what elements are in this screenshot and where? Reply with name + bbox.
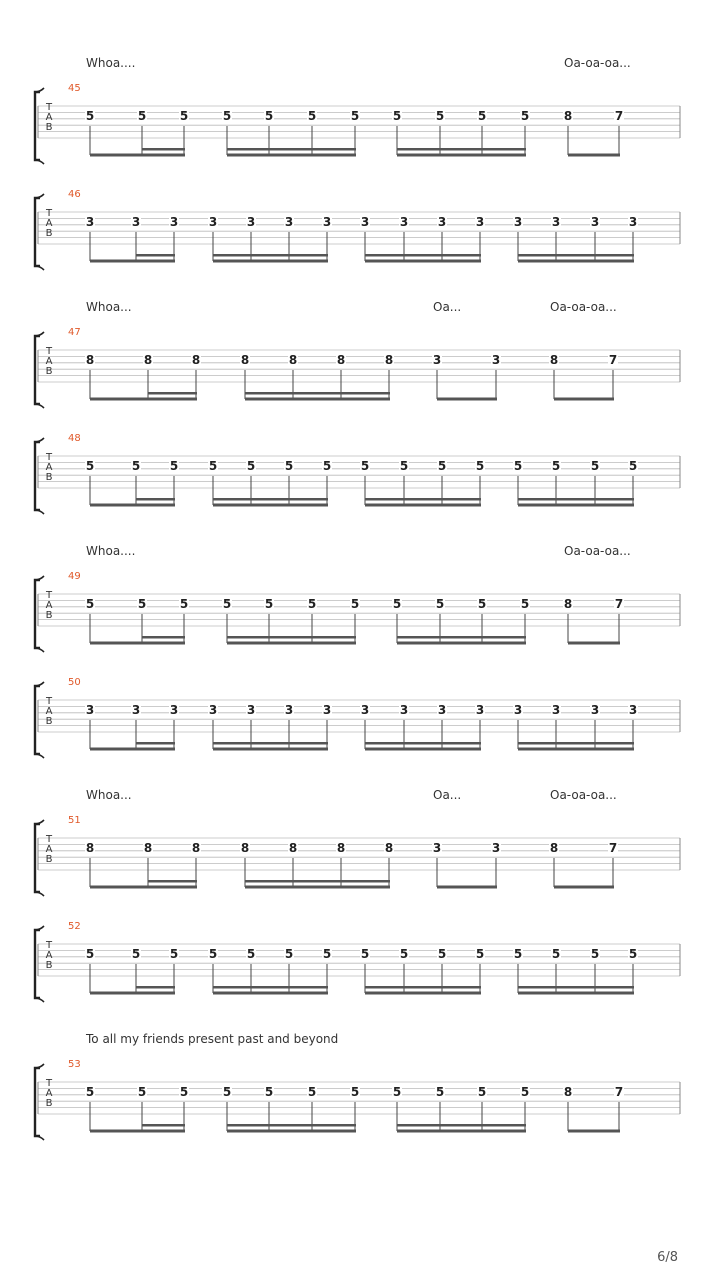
bracket-hook-top [35, 1064, 44, 1068]
secondary-beam [136, 498, 175, 501]
fret-number: 3 [246, 215, 256, 229]
fret-number: 5 [222, 1085, 232, 1099]
primary-beam [213, 748, 328, 751]
measure-number: 48 [68, 433, 81, 444]
primary-beam [90, 260, 175, 263]
fret-number: 3 [360, 215, 370, 229]
tab-clef-letter: A [45, 112, 53, 123]
fret-number: 5 [435, 1085, 445, 1099]
fret-number: 5 [360, 947, 370, 961]
primary-beam [437, 886, 497, 889]
tab-clef-letter: A [45, 950, 53, 961]
fret-number: 3 [399, 703, 409, 717]
fret-number: 5 [399, 459, 409, 473]
tab-staff [32, 687, 682, 762]
primary-beam [90, 1130, 185, 1133]
primary-beam [554, 886, 614, 889]
tab-clef-letter: B [45, 472, 53, 483]
fret-number: 5 [131, 947, 141, 961]
primary-beam [245, 886, 390, 889]
fret-number: 3 [284, 703, 294, 717]
fret-number: 8 [85, 353, 95, 367]
bracket-hook-top [35, 438, 44, 442]
fret-number: 5 [350, 1085, 360, 1099]
secondary-beam [227, 636, 356, 639]
fret-number: 8 [563, 597, 573, 611]
bracket-hook-top [35, 332, 44, 336]
fret-number: 8 [549, 353, 559, 367]
fret-number: 8 [143, 353, 153, 367]
fret-number: 7 [614, 109, 624, 123]
fret-number: 5 [264, 109, 274, 123]
tab-staff-svg [32, 825, 682, 905]
fret-number: 3 [628, 703, 638, 717]
fret-number: 3 [399, 215, 409, 229]
fret-number: 5 [131, 459, 141, 473]
secondary-beam [365, 498, 481, 501]
fret-number: 7 [614, 1085, 624, 1099]
fret-number: 3 [208, 703, 218, 717]
fret-number: 3 [322, 703, 332, 717]
tab-staff-svg [32, 443, 682, 523]
fret-number: 5 [137, 109, 147, 123]
primary-beam [90, 398, 197, 401]
fret-number: 8 [143, 841, 153, 855]
tab-clef-letter: A [45, 600, 53, 611]
bracket-hook-bottom [35, 892, 44, 896]
tab-staff-svg [32, 1069, 682, 1149]
fret-number: 5 [85, 459, 95, 473]
secondary-beam [136, 986, 175, 989]
tab-clef-letter: B [45, 610, 53, 621]
secondary-beam [142, 1124, 185, 1127]
tab-clef-letter: B [45, 228, 53, 239]
tab-staff [32, 199, 682, 274]
tab-clef-letter: A [45, 1088, 53, 1099]
tab-staff [32, 93, 682, 168]
lyric-text: Whoa... [86, 788, 132, 802]
tab-staff-svg [32, 337, 682, 417]
fret-number: 5 [85, 1085, 95, 1099]
fret-number: 3 [475, 703, 485, 717]
primary-beam [365, 748, 481, 751]
fret-number: 5 [179, 597, 189, 611]
bracket-hook-top [35, 194, 44, 198]
fret-number: 3 [513, 215, 523, 229]
primary-beam [90, 748, 175, 751]
fret-number: 5 [590, 947, 600, 961]
fret-number: 3 [432, 841, 442, 855]
fret-number: 5 [437, 947, 447, 961]
lyric-text: Oa... [433, 788, 462, 802]
fret-number: 3 [437, 703, 447, 717]
lyric-text: Whoa.... [86, 56, 136, 70]
fret-number: 5 [628, 947, 638, 961]
fret-number: 3 [491, 353, 501, 367]
fret-number: 8 [85, 841, 95, 855]
secondary-beam [397, 1124, 526, 1127]
fret-number: 5 [264, 597, 274, 611]
bracket-hook-bottom [35, 648, 44, 652]
fret-number: 5 [513, 947, 523, 961]
fret-number: 5 [551, 947, 561, 961]
tab-staff-svg [32, 199, 682, 279]
primary-beam [365, 504, 481, 507]
fret-number: 3 [131, 703, 141, 717]
secondary-beam [518, 254, 634, 257]
fret-number: 3 [131, 215, 141, 229]
lyric-text: Oa-oa-oa... [550, 788, 617, 802]
fret-number: 5 [477, 109, 487, 123]
fret-number: 5 [399, 947, 409, 961]
lyric-text: Oa-oa-oa... [564, 56, 631, 70]
tab-staff-svg [32, 93, 682, 173]
primary-beam [227, 1130, 356, 1133]
secondary-beam [148, 880, 197, 883]
primary-beam [437, 398, 497, 401]
tab-clef-letter: T [45, 834, 53, 845]
fret-number: 5 [477, 1085, 487, 1099]
fret-number: 5 [222, 597, 232, 611]
bracket-hook-top [35, 576, 44, 580]
tab-staff-svg [32, 581, 682, 661]
fret-number: 5 [435, 597, 445, 611]
fret-number: 7 [608, 841, 618, 855]
measure-number: 47 [68, 327, 81, 338]
tab-clef-letter: A [45, 844, 53, 855]
bracket-hook-bottom [35, 754, 44, 758]
fret-number: 8 [384, 353, 394, 367]
tab-staff [32, 337, 682, 412]
tab-clef-letter: T [45, 346, 53, 357]
primary-beam [518, 260, 634, 263]
primary-beam [227, 154, 356, 157]
fret-number: 8 [288, 841, 298, 855]
tab-clef-letter: A [45, 356, 53, 367]
fret-number: 5 [85, 947, 95, 961]
primary-beam [568, 154, 620, 157]
fret-number: 8 [191, 841, 201, 855]
secondary-beam [518, 498, 634, 501]
measure-number: 50 [68, 677, 81, 688]
tab-clef-letter: B [45, 716, 53, 727]
primary-beam [518, 504, 634, 507]
bracket-hook-bottom [35, 998, 44, 1002]
primary-beam [397, 1130, 526, 1133]
fret-number: 3 [491, 841, 501, 855]
fret-number: 5 [475, 459, 485, 473]
fret-number: 8 [563, 109, 573, 123]
fret-number: 5 [137, 1085, 147, 1099]
tab-clef-letter: T [45, 1078, 53, 1089]
fret-number: 5 [179, 1085, 189, 1099]
tab-clef-letter: B [45, 1098, 53, 1109]
tab-clef-letter: T [45, 208, 53, 219]
fret-number: 5 [307, 597, 317, 611]
fret-number: 7 [608, 353, 618, 367]
fret-number: 5 [392, 109, 402, 123]
primary-beam [554, 398, 614, 401]
secondary-beam [213, 254, 328, 257]
fret-number: 5 [350, 109, 360, 123]
tab-staff-svg [32, 687, 682, 767]
fret-number: 5 [475, 947, 485, 961]
fret-number: 3 [590, 215, 600, 229]
secondary-beam [397, 636, 526, 639]
bracket-hook-top [35, 682, 44, 686]
measure-number: 53 [68, 1059, 81, 1070]
secondary-beam [397, 148, 526, 151]
tab-staff [32, 825, 682, 900]
primary-beam [90, 642, 185, 645]
fret-number: 5 [520, 109, 530, 123]
fret-number: 5 [307, 1085, 317, 1099]
fret-number: 5 [392, 597, 402, 611]
lyric-text: Whoa... [86, 300, 132, 314]
fret-number: 8 [336, 841, 346, 855]
fret-number: 5 [520, 1085, 530, 1099]
secondary-beam [518, 742, 634, 745]
fret-number: 5 [437, 459, 447, 473]
primary-beam [245, 398, 390, 401]
tab-staff [32, 1069, 682, 1144]
fret-number: 5 [360, 459, 370, 473]
fret-number: 8 [384, 841, 394, 855]
bracket-hook-bottom [35, 1136, 44, 1140]
fret-number: 3 [208, 215, 218, 229]
tab-clef-letter: B [45, 366, 53, 377]
secondary-beam [148, 392, 197, 395]
bracket-hook-bottom [35, 510, 44, 514]
fret-number: 3 [169, 215, 179, 229]
fret-number: 8 [563, 1085, 573, 1099]
bracket-hook-bottom [35, 266, 44, 270]
tab-clef-letter: B [45, 854, 53, 865]
fret-number: 5 [169, 459, 179, 473]
secondary-beam [245, 392, 390, 395]
lyric-text: Oa-oa-oa... [564, 544, 631, 558]
secondary-beam [365, 254, 481, 257]
fret-number: 5 [85, 109, 95, 123]
primary-beam [90, 154, 185, 157]
fret-number: 5 [520, 597, 530, 611]
measure-number: 49 [68, 571, 81, 582]
fret-number: 8 [191, 353, 201, 367]
tab-clef-letter: T [45, 590, 53, 601]
secondary-beam [213, 986, 328, 989]
fret-number: 3 [551, 703, 561, 717]
secondary-beam [518, 986, 634, 989]
fret-number: 5 [477, 597, 487, 611]
fret-number: 8 [288, 353, 298, 367]
tab-staff [32, 581, 682, 656]
tab-clef-letter: B [45, 122, 53, 133]
lyric-text: Whoa.... [86, 544, 136, 558]
fret-number: 3 [590, 703, 600, 717]
fret-number: 7 [614, 597, 624, 611]
fret-number: 5 [513, 459, 523, 473]
fret-number: 5 [246, 947, 256, 961]
secondary-beam [213, 742, 328, 745]
tab-clef-letter: T [45, 940, 53, 951]
fret-number: 5 [551, 459, 561, 473]
primary-beam [518, 748, 634, 751]
fret-number: 3 [551, 215, 561, 229]
bracket-hook-bottom [35, 160, 44, 164]
bracket-hook-top [35, 820, 44, 824]
tab-clef-letter: B [45, 960, 53, 971]
tab-clef-letter: A [45, 462, 53, 473]
fret-number: 3 [628, 215, 638, 229]
fret-number: 8 [240, 841, 250, 855]
secondary-beam [227, 148, 356, 151]
fret-number: 5 [628, 459, 638, 473]
primary-beam [397, 154, 526, 157]
fret-number: 3 [246, 703, 256, 717]
bracket-hook-top [35, 88, 44, 92]
bracket-hook-bottom [35, 404, 44, 408]
bracket-hook-top [35, 926, 44, 930]
fret-number: 5 [392, 1085, 402, 1099]
fret-number: 5 [264, 1085, 274, 1099]
primary-beam [568, 1130, 620, 1133]
tab-clef-letter: A [45, 706, 53, 717]
primary-beam [90, 504, 175, 507]
fret-number: 5 [284, 947, 294, 961]
fret-number: 3 [360, 703, 370, 717]
fret-number: 5 [590, 459, 600, 473]
measure-number: 51 [68, 815, 81, 826]
fret-number: 5 [222, 109, 232, 123]
fret-number: 5 [85, 597, 95, 611]
tab-staff-svg [32, 931, 682, 1011]
secondary-beam [136, 742, 175, 745]
fret-number: 8 [240, 353, 250, 367]
fret-number: 3 [85, 703, 95, 717]
fret-number: 5 [179, 109, 189, 123]
tab-clef-letter: A [45, 218, 53, 229]
fret-number: 3 [432, 353, 442, 367]
primary-beam [90, 992, 175, 995]
primary-beam [213, 992, 328, 995]
tab-staff [32, 443, 682, 518]
fret-number: 3 [437, 215, 447, 229]
primary-beam [397, 642, 526, 645]
measure-number: 45 [68, 83, 81, 94]
fret-number: 5 [208, 459, 218, 473]
page-number: 6/8 [657, 1250, 678, 1265]
secondary-beam [245, 880, 390, 883]
secondary-beam [365, 986, 481, 989]
fret-number: 3 [169, 703, 179, 717]
tab-clef-letter: T [45, 452, 53, 463]
lyric-text: To all my friends present past and beyond [86, 1032, 339, 1046]
secondary-beam [227, 1124, 356, 1127]
measure-number: 46 [68, 189, 81, 200]
primary-beam [365, 260, 481, 263]
fret-number: 3 [475, 215, 485, 229]
fret-number: 5 [322, 459, 332, 473]
fret-number: 5 [284, 459, 294, 473]
primary-beam [365, 992, 481, 995]
fret-number: 8 [336, 353, 346, 367]
secondary-beam [142, 636, 185, 639]
fret-number: 3 [322, 215, 332, 229]
fret-number: 5 [137, 597, 147, 611]
primary-beam [213, 260, 328, 263]
primary-beam [227, 642, 356, 645]
secondary-beam [213, 498, 328, 501]
primary-beam [213, 504, 328, 507]
lyric-text: Oa... [433, 300, 462, 314]
fret-number: 3 [513, 703, 523, 717]
fret-number: 3 [85, 215, 95, 229]
lyric-text: Oa-oa-oa... [550, 300, 617, 314]
secondary-beam [136, 254, 175, 257]
fret-number: 5 [169, 947, 179, 961]
secondary-beam [142, 148, 185, 151]
fret-number: 5 [322, 947, 332, 961]
fret-number: 5 [208, 947, 218, 961]
fret-number: 8 [549, 841, 559, 855]
fret-number: 3 [284, 215, 294, 229]
fret-number: 5 [435, 109, 445, 123]
primary-beam [568, 642, 620, 645]
measure-number: 52 [68, 921, 81, 932]
tab-staff [32, 931, 682, 1006]
primary-beam [90, 886, 197, 889]
fret-number: 5 [246, 459, 256, 473]
tab-clef-letter: T [45, 696, 53, 707]
primary-beam [518, 992, 634, 995]
tab-clef-letter: T [45, 102, 53, 113]
secondary-beam [365, 742, 481, 745]
fret-number: 5 [307, 109, 317, 123]
fret-number: 5 [350, 597, 360, 611]
